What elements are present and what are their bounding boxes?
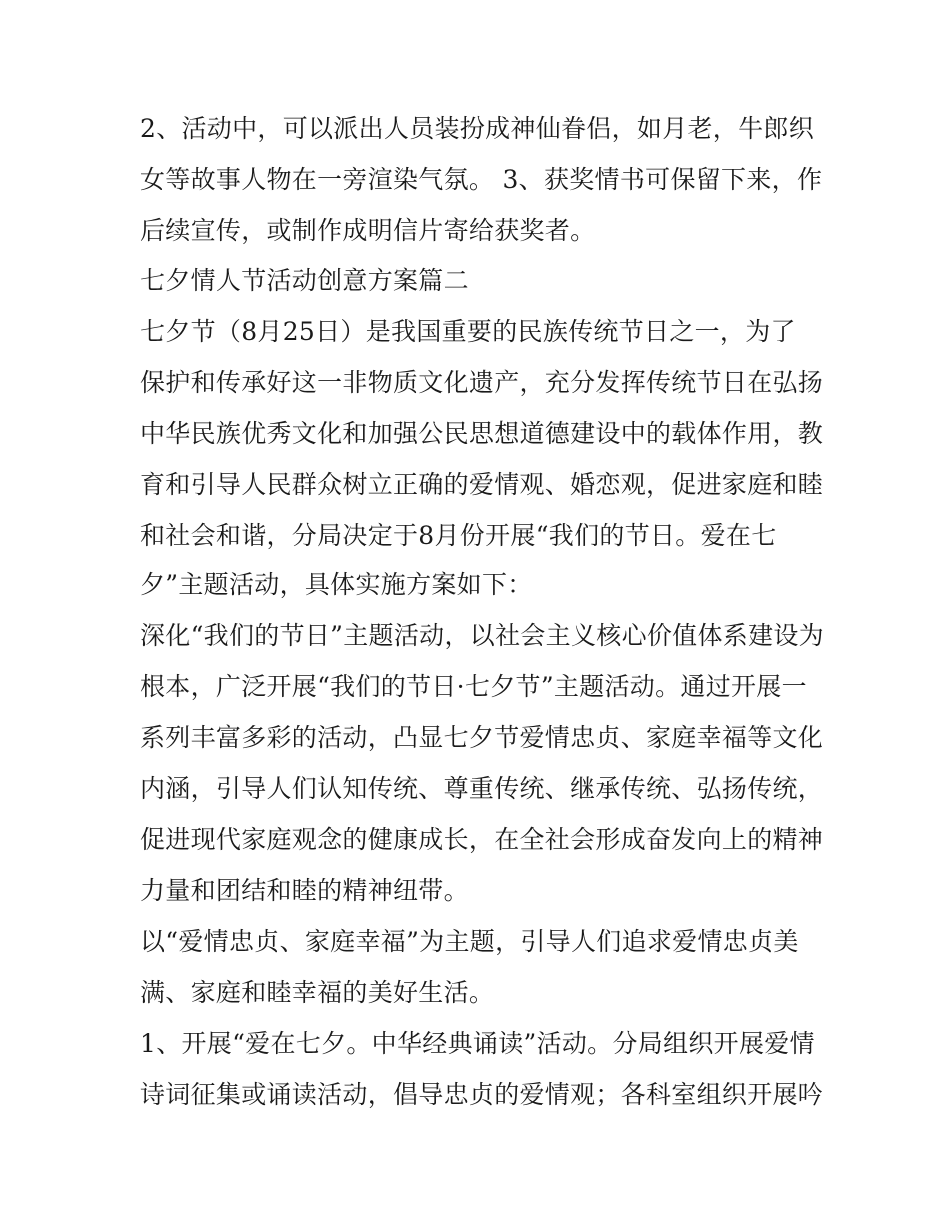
text-line: 2、活动中，可以派出人员装扮成神仙眷侣，如月老，牛郎织 bbox=[140, 114, 815, 143]
text-line: 根本，广泛开展“我们的节日·七夕节”主题活动。通过开展一 bbox=[140, 672, 807, 701]
text-line: 以“爱情忠贞、家庭幸福”为主题，引导人们追求爱情忠贞美 bbox=[140, 927, 799, 956]
text-line: 中华民族优秀文化和加强公民思想道德建设中的载体作用，教 bbox=[140, 419, 824, 448]
text-line: 深化“我们的节日”主题活动，以社会主义核心价值体系建设为 bbox=[140, 621, 824, 650]
text-line: 促进现代家庭观念的健康成长，在全社会形成奋发向上的精神 bbox=[140, 825, 824, 854]
text-line: 保护和传承好这一非物质文化遗产，充分发挥传统节日在弘扬 bbox=[140, 368, 824, 397]
text-line: 系列丰富多彩的活动，凸显七夕节爱情忠贞、家庭幸福等文化 bbox=[140, 723, 824, 752]
text-line: 育和引导人民群众树立正确的爱情观、婚恋观，促进家庭和睦 bbox=[140, 470, 824, 499]
text-line: 后续宣传，或制作成明信片寄给获奖者。 bbox=[140, 216, 596, 245]
text-line: 内涵，引导人们认知传统、尊重传统、继承传统、弘扬传统， bbox=[140, 774, 824, 803]
text-line: 夕”主题活动，具体实施方案如下： bbox=[140, 570, 533, 599]
text-line: 诗词征集或诵读活动，倡导忠贞的爱情观；各科室组织开展吟 bbox=[140, 1080, 824, 1109]
text-line: 1、开展“爱在七夕。中华经典诵读”活动。分局组织开展爱情 bbox=[140, 1029, 815, 1058]
text-line: 满、家庭和睦幸福的美好生活。 bbox=[140, 978, 495, 1007]
text-line: 女等故事人物在一旁渲染气氛。 3、获奖情书可保留下来，作 bbox=[140, 165, 823, 194]
text-line: 七夕节（8月25日）是我国重要的民族传统节日之一，为了 bbox=[140, 317, 796, 346]
section-heading: 七夕情人节活动创意方案篇二 bbox=[140, 266, 469, 295]
text-line: 力量和团结和睦的精神纽带。 bbox=[140, 876, 469, 905]
text-line: 和社会和谐，分局决定于8月份开展“我们的节日。爱在七 bbox=[140, 521, 777, 550]
